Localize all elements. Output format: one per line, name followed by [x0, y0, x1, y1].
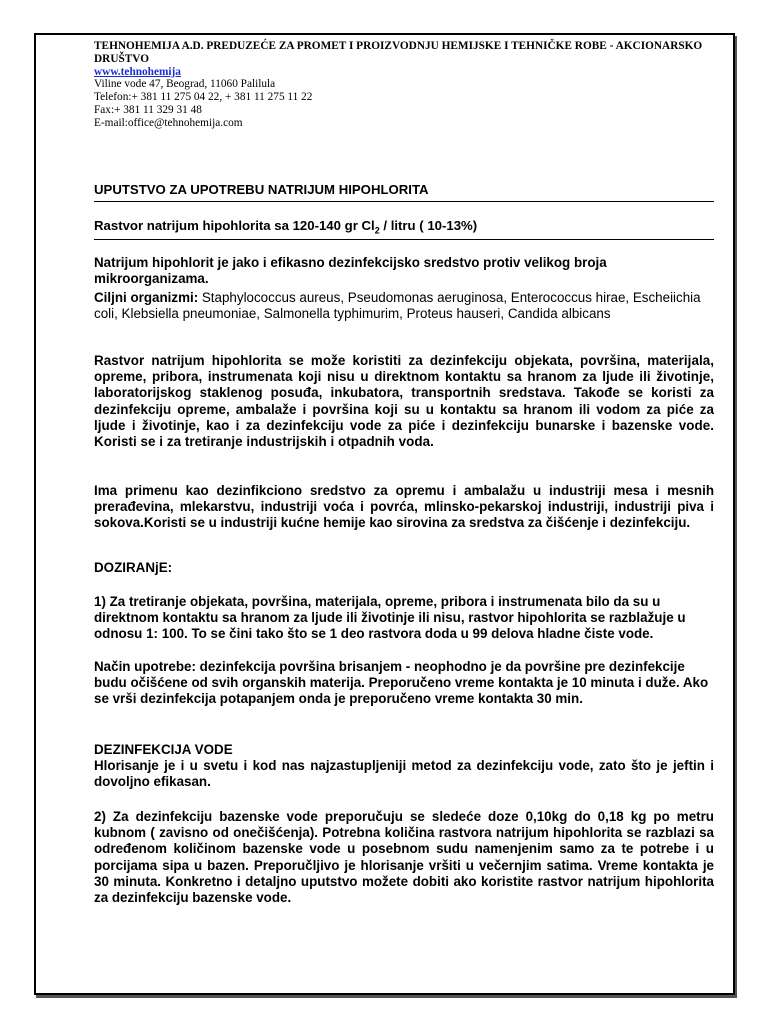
targets-text: Staphylococcus aureus, Pseudomonas aeruginosa, Enterococcus hirae, Escheiichia coli, Klebsiella pneumoniae, Salmonella typhimurim, Proteus hauseri, Candida albicans — [94, 290, 701, 322]
document-subtitle — [94, 218, 477, 236]
dosing-item-1: 1) Za tretiranje objekata, površina, materijala, opreme, pribora i instrumenata bilo da su u direktnom kontaktu sa hranom za ljude ili životinje ili nisu, rastvor hipohlorita se razblažuje u odnosu 1: 100. To se čini tako što se 1 deo rastvora doda u 99 delova hladne čiste vode. — [94, 594, 686, 642]
usage-paragraph-2: Ima primenu kao dezinfikciono sredstvo za opremu i ambalažu u industriji mesa i mesnih prerađevina, mlekarstvu, industriji voća i povrća, mlinsko-pekarskoj industriji, industriji piva i sokova.Koristi se u industriji kućne hemije kao sirovina za sredstva za čišćenje i dezinfekciju. — [94, 483, 714, 531]
pool-text: 2) Za dezinfekciju bazenske vode preporučuju se sledeće doze 0,10kg do 0,18 kg po metru kubnom ( zavisno od onečišćenja). Potrebna količina rastvora natrijum hipohlorita se razblazi sa određenom količinom bazenske vode u posebnom sudu namenjenim samo za te potrebe i u porcijama sipa u bazen. Preporučljivo je hlorisanje vršiti u večernjim satima. Vreme kontakta je 30 minuta. Konkretno i detaljno uputstvo možete dobiti ako koristite rastvor natrijum hipohlorita za dezinfekciju bazenske vode. — [94, 809, 714, 906]
website-link[interactable]: www.tehnohemija — [94, 65, 181, 78]
phone: Telefon:+ 381 11 275 04 22, + 381 11 275 11 22 — [94, 91, 313, 104]
target-organisms — [94, 290, 714, 322]
targets-label: Ciljni organizmi: — [94, 290, 199, 305]
document-page — [34, 33, 735, 995]
fax: Fax:+ 381 11 329 31 48 — [94, 103, 202, 116]
subtitle-main: Rastvor natrijum hipohlorita sa 120-140 gr Cl — [94, 218, 375, 233]
letterhead — [94, 40, 714, 130]
usage-paragraph-1: Rastvor natrijum hipohlorita se može koristiti za dezinfekciju objekata, površina, materijala, opreme, pribora, instrumenata koji nisu u direktnom kontaktu sa hranom za ljude ili životinje, laboratorijskog staklenog posuđa, inkubatora, transportnih sredstava. Takođe se koristi za dezinfekciju opreme, ambalaže i površina koji su u kontaktu sa hranom ili vodom za piće za ljude i životinje, kao i za dezinfekciju vode za piće i dezinfekciju bunarske i bazenske vode. Koristi se i za tretiranje industrijskih i otpadnih voda. — [94, 353, 714, 450]
subtitle-subscript: 2 — [374, 225, 380, 236]
company-name: TEHNOHEMIJA A.D. PREDUZEĆE ZA PROMET I PROIZVODNJU HEMIJSKE I TEHNIČKE ROBE - AKCIONARSKO DRUŠTVO — [94, 40, 703, 65]
address: Viline vode 47, Beograd, 11060 Palilula — [94, 78, 276, 91]
intro-text: Natrijum hipohlorit je jako i efikasno dezinfekcijsko sredstvo protiv velikog broja mikroorganizama. — [94, 255, 607, 287]
dosing-usage-method: Način upotrebe: dezinfekcija površina brisanjem - neophodno je da površine pre dezinfekcije budu očišćene od svih organskih materija. Preporučeno vreme kontakta je 10 minuta i duže. Ako se vrši dezinfekcija potapanjem onda je preporučeno vreme kontakta 30 min. — [94, 659, 709, 707]
water-heading: DEZINFEKCIJA VODE — [94, 742, 233, 757]
subtitle-divider — [94, 239, 714, 240]
title-divider — [94, 201, 714, 202]
water-text: Hlorisanje je i u svetu i kod nas najzastupljeniji metod za dezinfekciju vode, zato što je jeftin i dovoljno efikasan. — [94, 758, 714, 790]
document-title: UPUTSTVO ZA UPOTREBU NATRIJUM HIPOHLORITA — [94, 182, 429, 197]
subtitle-rest: / litru ( 10-13%) — [379, 218, 478, 233]
dosing-heading: DOZIRANjE: — [94, 560, 173, 575]
email: E-mail:office@tehnohemija.com — [94, 116, 243, 129]
